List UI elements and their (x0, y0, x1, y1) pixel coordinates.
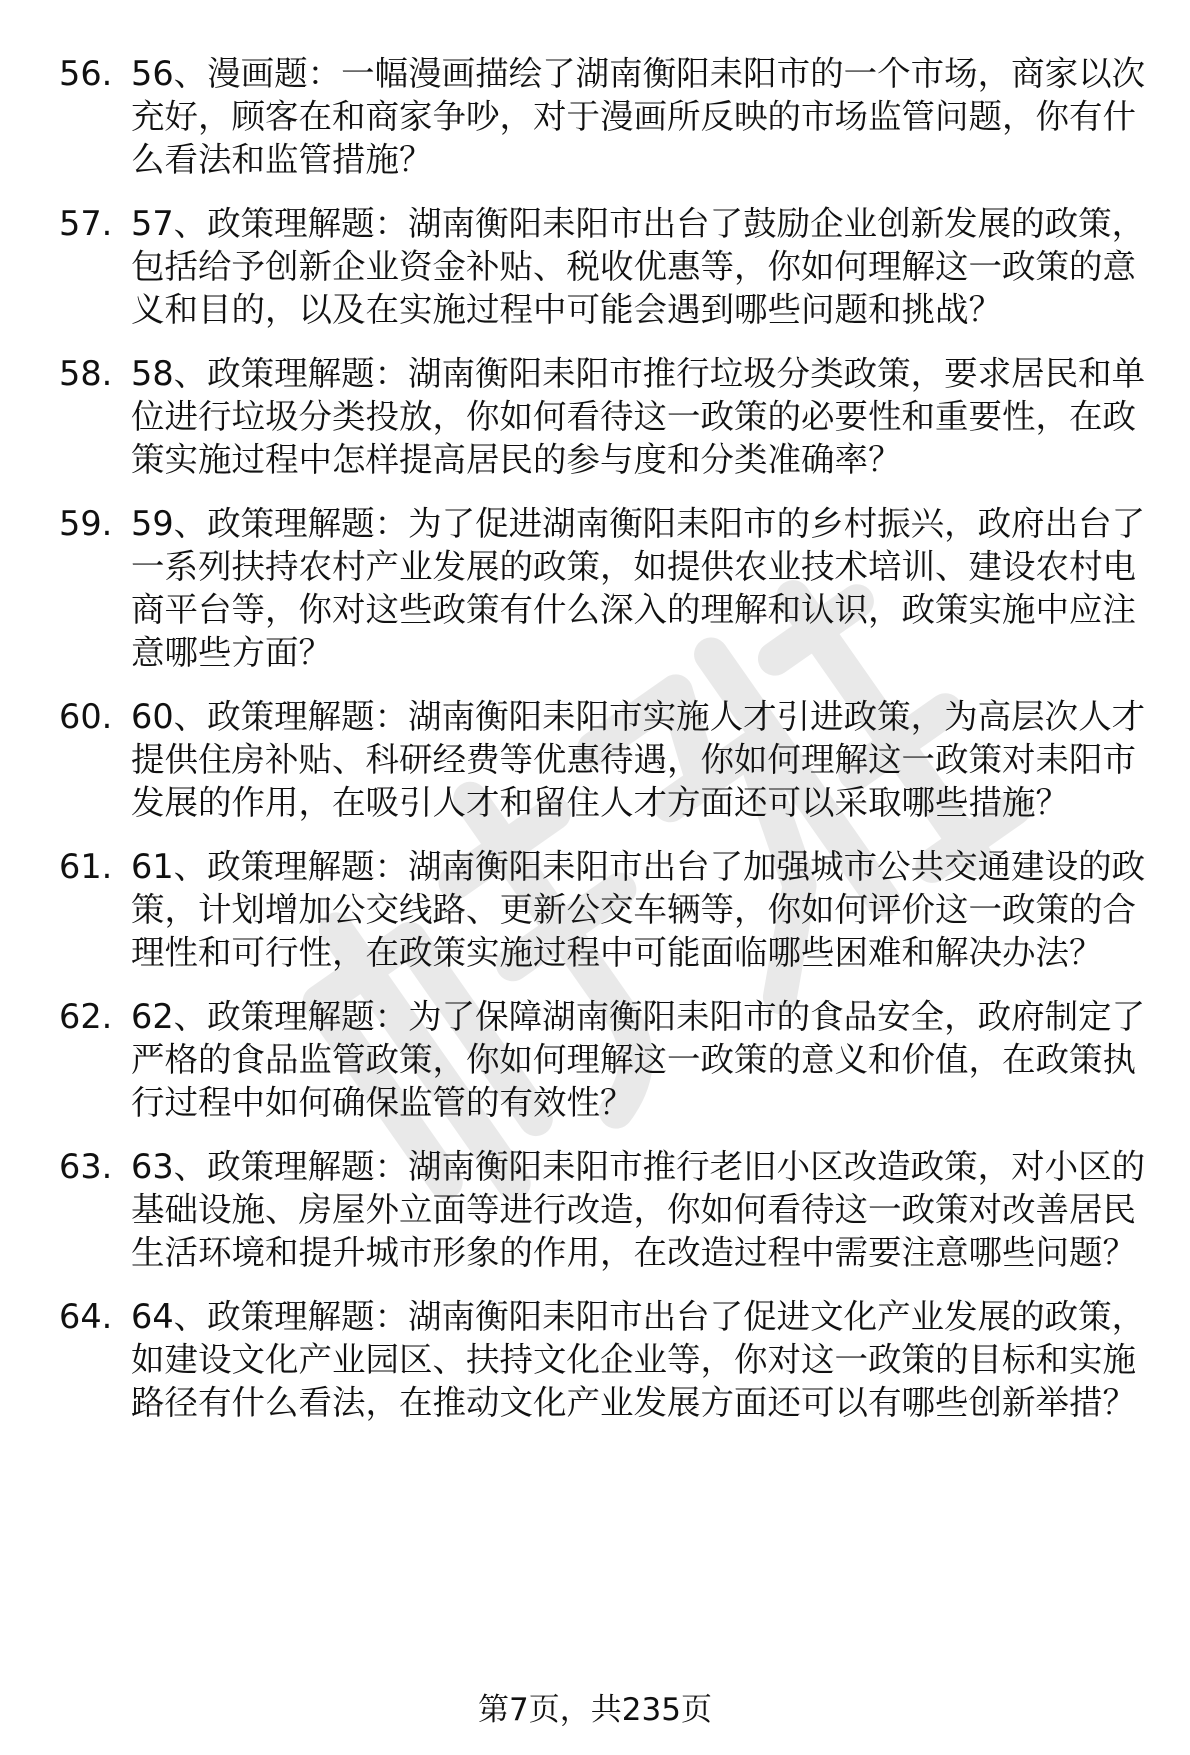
question-number: 61. (59, 847, 113, 886)
question-text: 60、政策理解题：湖南衡阳耒阳市实施人才引进政策，为高层次人才提供住房补贴、科研经费等优惠待遇，你如何理解这一政策对耒阳市发展的作用，在吸引人才和留住人才方面还可以采取哪些措施？ (131, 697, 1146, 822)
question-text: 56、漫画题：一幅漫画描绘了湖南衡阳耒阳市的一个市场，商家以次充好，顾客在和商家争吵，对于漫画所反映的市场监管问题，你有什么看法和监管措施？ (131, 54, 1146, 179)
question-number: 57. (59, 204, 113, 243)
question-text: 64、政策理解题：湖南衡阳耒阳市出台了促进文化产业发展的政策，如建设文化产业园区、扶持文化企业等，你对这一政策的目标和实施路径有什么看法，在推动文化产业发展方面还可以有哪些创新举措？ (131, 1297, 1146, 1422)
list-item (0, 695, 1190, 824)
list-item (0, 502, 1190, 674)
list-item (0, 52, 1190, 181)
question-text: 63、政策理解题：湖南衡阳耒阳市推行老旧小区改造政策，对小区的基础设施、房屋外立面等进行改造，你如何看待这一政策对改善居民生活环境和提升城市形象的作用，在改造过程中需要注意哪些问题？ (131, 1147, 1146, 1272)
question-text: 62、政策理解题：为了保障湖南衡阳耒阳市的食品安全，政府制定了严格的食品监管政策，你如何理解这一政策的意义和价值，在政策执行过程中如何确保监管的有效性？ (131, 997, 1146, 1122)
list-item (0, 1295, 1190, 1424)
question-number: 58. (59, 354, 113, 393)
question-text: 58、政策理解题：湖南衡阳耒阳市推行垃圾分类政策，要求居民和单位进行垃圾分类投放，你如何看待这一政策的必要性和重要性，在政策实施过程中怎样提高居民的参与度和分类准确率？ (131, 354, 1146, 479)
page-footer: 第7页，共235页 (478, 1692, 712, 1728)
question-text: 61、政策理解题：湖南衡阳耒阳市出台了加强城市公共交通建设的政策，计划增加公交线路、更新公交车辆等，你如何评价这一政策的合理性和可行性，在政策实施过程中可能面临哪些困难和解决办法？ (131, 847, 1146, 972)
question-number: 62. (59, 997, 113, 1036)
list-item (0, 1145, 1190, 1274)
question-list (0, 52, 1190, 1445)
list-item (0, 845, 1190, 974)
question-text: 59、政策理解题：为了促进湖南衡阳耒阳市的乡村振兴，政府出台了一系列扶持农村产业发展的政策，如提供农业技术培训、建设农村电商平台等，你对这些政策有什么深入的理解和认识，政策实施中应注意哪些方面？ (131, 504, 1146, 672)
question-number: 56. (59, 54, 113, 93)
question-number: 64. (59, 1297, 113, 1336)
list-item (0, 995, 1190, 1124)
question-number: 60. (59, 697, 113, 736)
list-item (0, 202, 1190, 331)
question-number: 63. (59, 1147, 113, 1186)
list-item (0, 352, 1190, 481)
question-number: 59. (59, 504, 113, 543)
question-text: 57、政策理解题：湖南衡阳耒阳市出台了鼓励企业创新发展的政策，包括给予创新企业资金补贴、税收优惠等，你如何理解这一政策的意义和目的，以及在实施过程中可能会遇到哪些问题和挑战？ (131, 204, 1146, 329)
